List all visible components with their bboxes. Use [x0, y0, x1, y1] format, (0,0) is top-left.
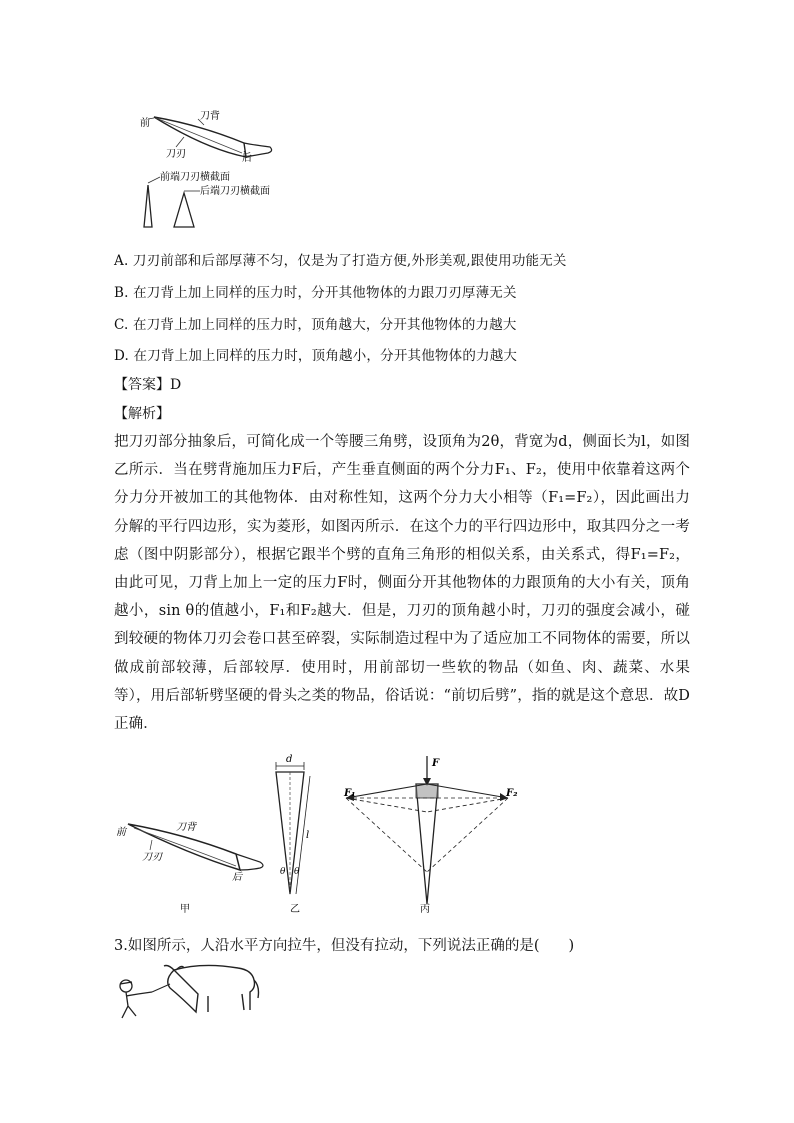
option-a: A. 刀刃前部和后部厚薄不匀，仅是为了打造方便,外形美观,跟使用功能无关 [114, 253, 567, 269]
person [120, 980, 152, 1018]
caption-bing: 丙 [420, 904, 430, 915]
label-rear: 后 [242, 153, 252, 164]
figure-jia [116, 821, 263, 915]
knife-figure [120, 95, 290, 235]
bing-wedge [416, 784, 438, 904]
person-pulling-ox-figure [112, 958, 262, 1024]
label-front: 前 [140, 118, 150, 129]
answer-label: 【答案】D [114, 377, 182, 393]
yi-label-theta-right: θ [294, 867, 300, 877]
rear-section-triangle [174, 193, 194, 227]
jia-label-front: 前 [116, 827, 126, 838]
jia-label-edge: 刀刃 [142, 852, 162, 863]
label-front-section: 前端刀刃横截面 [160, 172, 230, 183]
bing-label-f1: F₁ [344, 788, 356, 799]
force-decomposition-figure [114, 752, 526, 918]
bing-shaded-region [416, 784, 438, 798]
knife-edge-line [156, 118, 242, 153]
question-3: 3.如图所示，人沿水平方向拉牛，但没有拉动，下列说法正确的是( ) [114, 938, 575, 954]
bing-label-f: F [432, 758, 440, 769]
label-rear-section: 后端刀刃横截面 [200, 186, 270, 197]
figure-bing [343, 756, 518, 915]
analysis-label: 【解析】 [114, 406, 170, 422]
figure-yi [276, 754, 310, 915]
rope [152, 984, 170, 992]
caption-jia: 甲 [180, 904, 190, 915]
yi-label-d: d [286, 754, 293, 765]
analysis-text: 把刀刃部分抽象后，可简化成一个等腰三角劈，设顶角为2θ，背宽为d，侧面长为l，如图乙所示．当在劈背施加压力F后，产生垂直侧面的两个分力F₁、F₂，使用中依靠着这两个分力分开被加工的其他物体．由对称性知，这两个分力大小相等（F₁=F₂），因此画出力分解的平行四边形，实为菱形，如图丙所示．在这个力的平行四边形中，取其四分之一考虑（图中阴影部分），根据它跟半个劈的直角三角形的相似关系，由关系式，得F₁=F₂，由此可见，刀背上加上一定的压力F时，侧面分开其他物体的力跟顶角的大小有关，顶角越小，sin θ的值越小，F₁和F₂越大．但是，刀刃的顶角越小时，刀刃的强度会减小，碰到较硬的物体刀刃会卷口甚至碎裂，实际制造过程中为了适应加工不同物体的需要，所以做成前部较薄，后部较厚．使用时，用前部切一些软的物品（如鱼、肉、蔬菜、水果等），用后部斩劈坚硬的骨头之类的物品，俗话说：“前切后劈”，指的就是这个意思．故D正确． [114, 434, 690, 733]
option-d: D. 在刀背上加上同样的压力时，顶角越小，分开其他物体的力越大 [114, 348, 518, 364]
option-c: C. 在刀背上加上同样的压力时，顶角越大，分开其他物体的力越大 [114, 317, 517, 333]
front-section-triangle [144, 185, 152, 227]
label-blade-edge: 刀刃 [166, 149, 186, 160]
yi-label-theta-left: θ [280, 867, 286, 877]
yi-label-l: l [306, 830, 310, 841]
option-b: B. 在刀背上加上同样的压力时，分开其他物体的力跟刀刃厚薄无关 [114, 285, 517, 301]
caption-yi: 乙 [290, 904, 300, 915]
jia-label-back: 刀背 [176, 822, 196, 833]
jia-label-rear: 后 [232, 872, 242, 883]
label-blade-back: 刀背 [200, 111, 220, 122]
ox [164, 965, 259, 1012]
bing-label-f2: F₂ [506, 788, 518, 799]
